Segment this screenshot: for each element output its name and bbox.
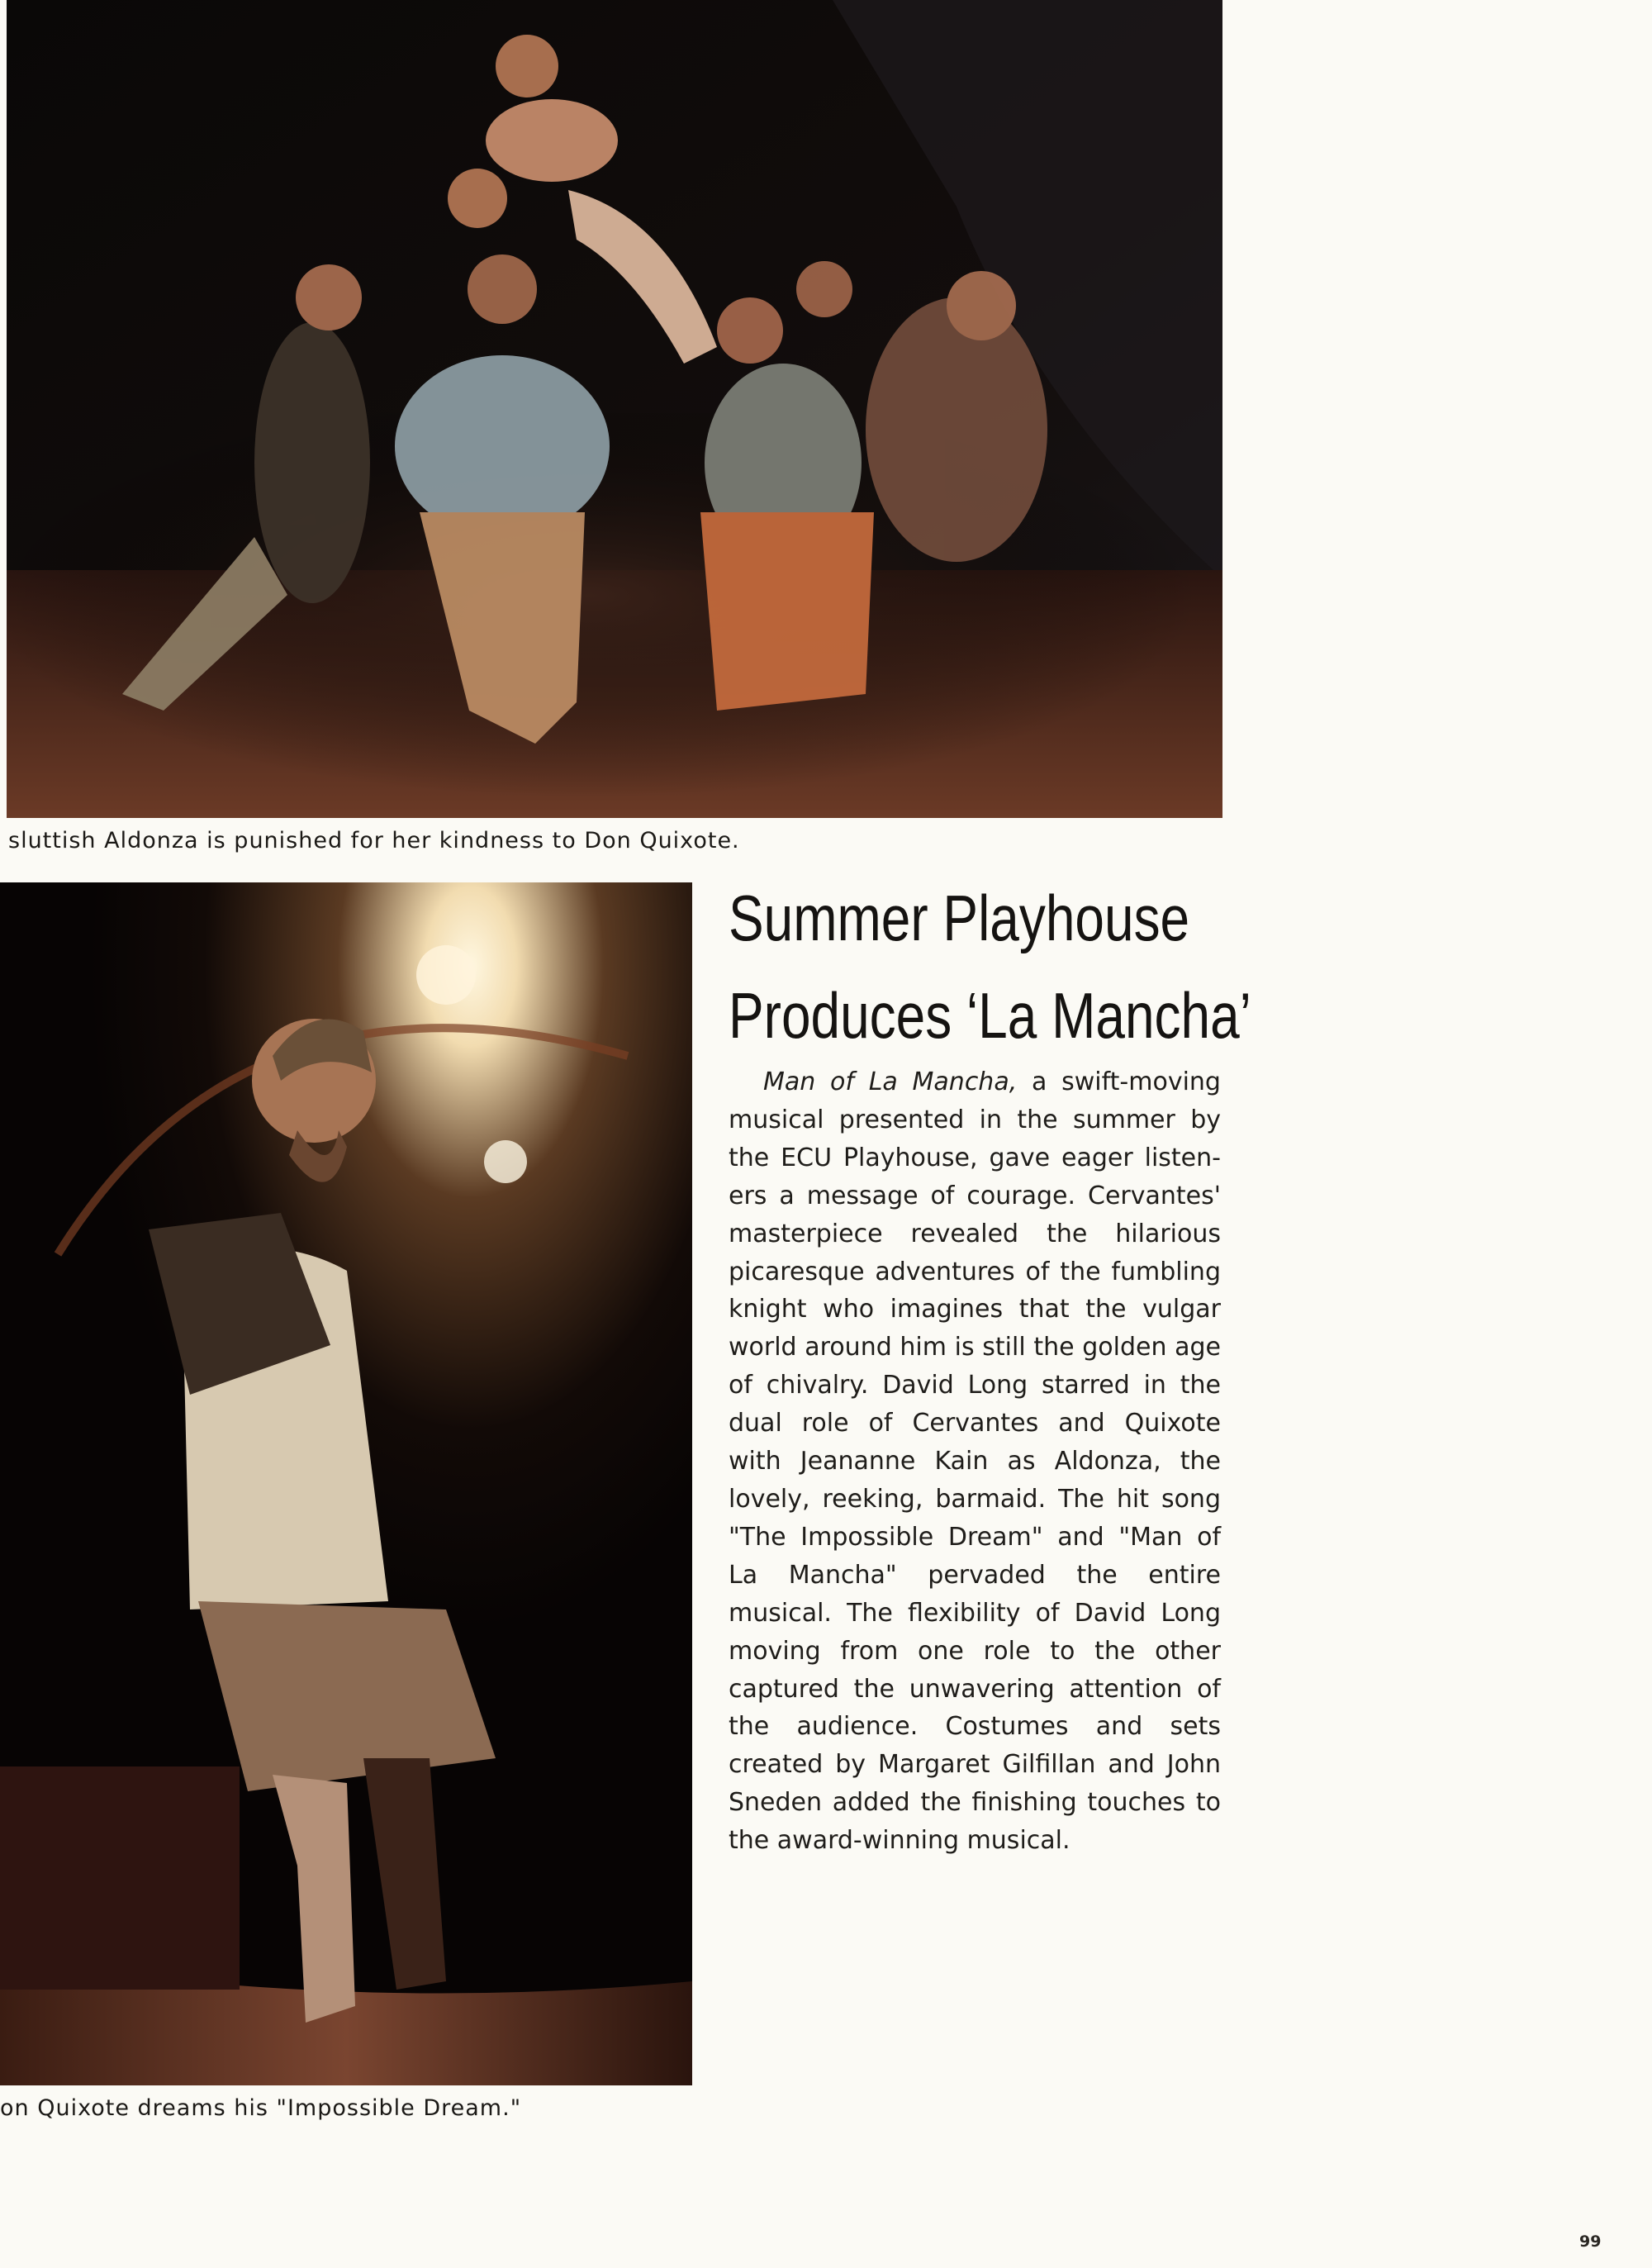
article-headline: [729, 869, 1251, 1064]
quixote-scene-illustration: [0, 882, 692, 2085]
stage-photo-quixote-dreams: [0, 882, 692, 2085]
article-lead-title: Man of La Mancha,: [763, 1067, 1018, 1096]
stage-photo-aldonza-punished: [7, 0, 1222, 818]
headline-line-1: Summer Playhouse: [729, 882, 1190, 954]
page-number: 99: [1579, 2232, 1602, 2251]
photo-caption-bottom: on Quixote dreams his "Impossible Dream.": [0, 2095, 522, 2121]
headline-line-2: Produces ‘La Mancha’: [729, 979, 1251, 1052]
article-body: [729, 1063, 1221, 1860]
article-body-text: a swift-moving musical presented in the summer by the ECU Playhouse, gave eager listeners a message of courage. Cervantes' masterpiece revealed the hilarious picaresque adventures of the fumbling knight who imagines that the vulgar world around him is still the golden age of chivalry. David Long starred in the dual role of Cervantes and Quixote with Jeananne Kain as Aldonza, the lovely, reeking, barmaid. The hit song "The Impossible Dream" and "Man of La Mancha" pervaded the entire musical. The flexibility of David Long moving from one role to the other captured the unwavering attention of the audience. Costumes and sets created by Margaret Gilfillan and John Sneden added the finishing touches to the award-winning musical.: [729, 1067, 1221, 1856]
stage-scene-illustration: [7, 0, 1222, 818]
photo-caption-top: sluttish Aldonza is punished for her kindness to Don Quixote.: [8, 828, 740, 853]
